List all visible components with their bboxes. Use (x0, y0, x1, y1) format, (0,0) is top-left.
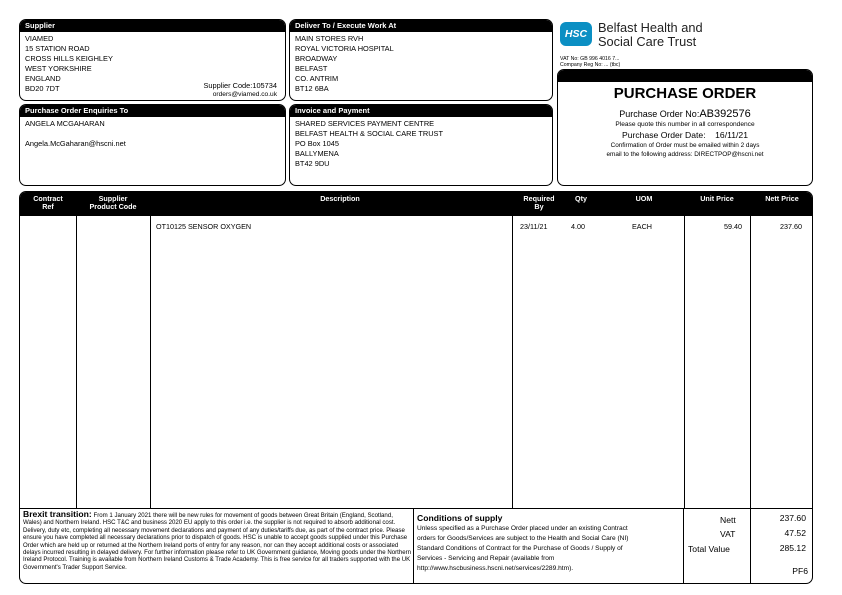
po-quote-note: Please quote this number in all correspondence (615, 121, 755, 128)
col-supplier-code: Supplier Product Code (89, 194, 137, 212)
po-email-note: email to the following address: DIRECTPOP@hscni.net (606, 151, 764, 158)
company-reg: Company Reg No: ... (tbc) (560, 62, 621, 68)
col-qty: Qty (575, 194, 587, 203)
supplier-line: CROSS HILLS KEIGHLEY (25, 53, 113, 63)
invoice-line: BALLYMENA (295, 148, 339, 158)
row-nett-price: 237.60 (780, 222, 802, 231)
vat-total: 47.52 (784, 528, 806, 538)
brexit-text: From 1 January 2021 there will be new rules for movement of goods between Great Britain (England, Scotland, Wales) and Northern Ireland. HSC T&C and business 2020 EU apply to this order i.e. the supplier is not required to absorb additional cost. Delivery, duty etc, completing all necessary movement declarations and payment of any duties/tariffs due, as part of the contract price. Please ensure you have completed all necessary declarations prior to dispatch of goods. HSC is unable to accept goods supplied under this Purchase Order which are held up or returned at the Northern Ireland ports of entry for any reason, nor can they accept additional costs or associated delays incurred resulting in delayed delivery. For further information please refer to UK Government guidance, Moving goods under the Northern Ireland Protocol. Training is available from Northern Ireland Customs & Trade Academy. This is free service for all traders supported with the UK Government's Trader Support Service. (23, 512, 412, 571)
table-footer (20, 508, 812, 584)
deliver-to-box (289, 19, 553, 101)
column-divider (684, 216, 685, 508)
supplier-code: Supplier Code:105734 (203, 81, 277, 90)
row-description: OT10125 SENSOR OXYGEN (156, 222, 252, 231)
conditions-line: Unless specified as a Purchase Order placed under an existing Contract (417, 525, 628, 532)
supplier-line: BD20 7DT (25, 83, 60, 93)
conditions-link[interactable]: http://www.hscbusiness.hscni.net/services/2289.htm). (417, 565, 574, 572)
deliver-to-heading: Deliver To / Execute Work At (290, 20, 552, 32)
supplier-line: VIAMED (25, 34, 54, 43)
table-header (20, 192, 812, 216)
trust-name-line: Social Care Trust (598, 33, 697, 49)
po-top-bar (558, 70, 812, 82)
hsc-logo-icon: HSC (560, 22, 592, 46)
enquiries-email[interactable]: Angela.McGaharan@hscni.net (25, 138, 126, 148)
col-uom: UOM (635, 194, 653, 203)
po-date: 16/11/21 (715, 130, 748, 140)
deliver-line: BT12 6BA (295, 83, 329, 93)
nett-total: 237.60 (779, 513, 806, 523)
deliver-line: MAIN STORES RVH (295, 34, 364, 43)
vat-label: VAT (720, 529, 736, 539)
conditions-heading: Conditions of supply (417, 513, 503, 523)
supplier-line: WEST YORKSHIRE (25, 63, 92, 73)
column-divider (750, 216, 751, 508)
brexit-heading: Brexit transition: (23, 509, 92, 519)
trust-name-line: Belfast Health and (598, 20, 703, 35)
supplier-line: ENGLAND (25, 73, 61, 83)
invoice-line: SHARED SERVICES PAYMENT CENTRE (295, 119, 435, 128)
deliver-line: ROYAL VICTORIA HOSPITAL (295, 43, 394, 53)
total-value: 285.12 (779, 543, 806, 553)
row-required-by: 23/11/21 (520, 222, 548, 231)
supplier-heading: Supplier (20, 20, 285, 32)
conditions-line: orders for Goods/Services are subject to the Health and Social Care (NI) (417, 535, 629, 542)
col-nett-price: Nett Price (765, 194, 799, 203)
enquiries-name: ANGELA MCGAHARAN (25, 119, 105, 128)
po-date-line (558, 130, 812, 140)
row-unit-price: 59.40 (724, 222, 742, 231)
invoice-box (289, 104, 553, 186)
nett-label: Nett (720, 515, 736, 525)
trust-name (598, 21, 703, 48)
supplier-line: 15 STATION ROAD (25, 43, 90, 53)
conditions-line: Services - Servicing and Repair (available from (417, 555, 555, 562)
row-qty: 4.00 (571, 222, 585, 231)
total-value-label: Total Value (688, 544, 730, 554)
po-date-label: Purchase Order Date: (622, 130, 706, 140)
row-uom: EACH (632, 222, 652, 231)
po-number: AB392576 (699, 108, 751, 120)
brexit-notice (23, 511, 413, 571)
column-divider (150, 216, 151, 508)
deliver-line: CO. ANTRIM (295, 73, 339, 83)
deliver-line: BELFAST (295, 63, 328, 73)
conditions-line: Standard Conditions of Contract for the Purchase of Goods / Supply of (417, 545, 623, 552)
col-required-by: Required By (523, 194, 555, 212)
col-contract-ref: Contract Ref (33, 194, 63, 212)
col-description: Description (320, 194, 360, 203)
invoice-heading: Invoice and Payment (290, 105, 552, 117)
po-number-label: Purchase Order No: (619, 109, 700, 119)
invoice-line: BELFAST HEALTH & SOCIAL CARE TRUST (295, 128, 443, 138)
supplier-email[interactable]: orders@viamed.co.uk (212, 91, 277, 98)
deliver-line: BROADWAY (295, 53, 338, 63)
col-unit-price: Unit Price (700, 194, 734, 203)
po-email-note: Confirmation of Order must be emailed within 2 days (610, 142, 760, 149)
enquiries-box (19, 104, 286, 186)
conditions-of-supply (413, 509, 684, 584)
invoice-line: BT42 9DU (295, 158, 330, 168)
order-lines-table (19, 191, 813, 584)
purchase-order-box (557, 69, 813, 186)
footer-code: PF6 (792, 566, 808, 576)
invoice-line: PO Box 1045 (295, 138, 339, 148)
column-divider (76, 216, 77, 508)
totals-divider (750, 509, 751, 584)
enquiries-heading: Purchase Order Enquiries To (20, 105, 285, 117)
supplier-box (19, 19, 286, 101)
po-title: PURCHASE ORDER (613, 85, 757, 102)
column-divider (512, 216, 513, 508)
po-number-line (558, 108, 812, 120)
vat-number: VAT No: GB 996 4016 7... (560, 56, 620, 62)
